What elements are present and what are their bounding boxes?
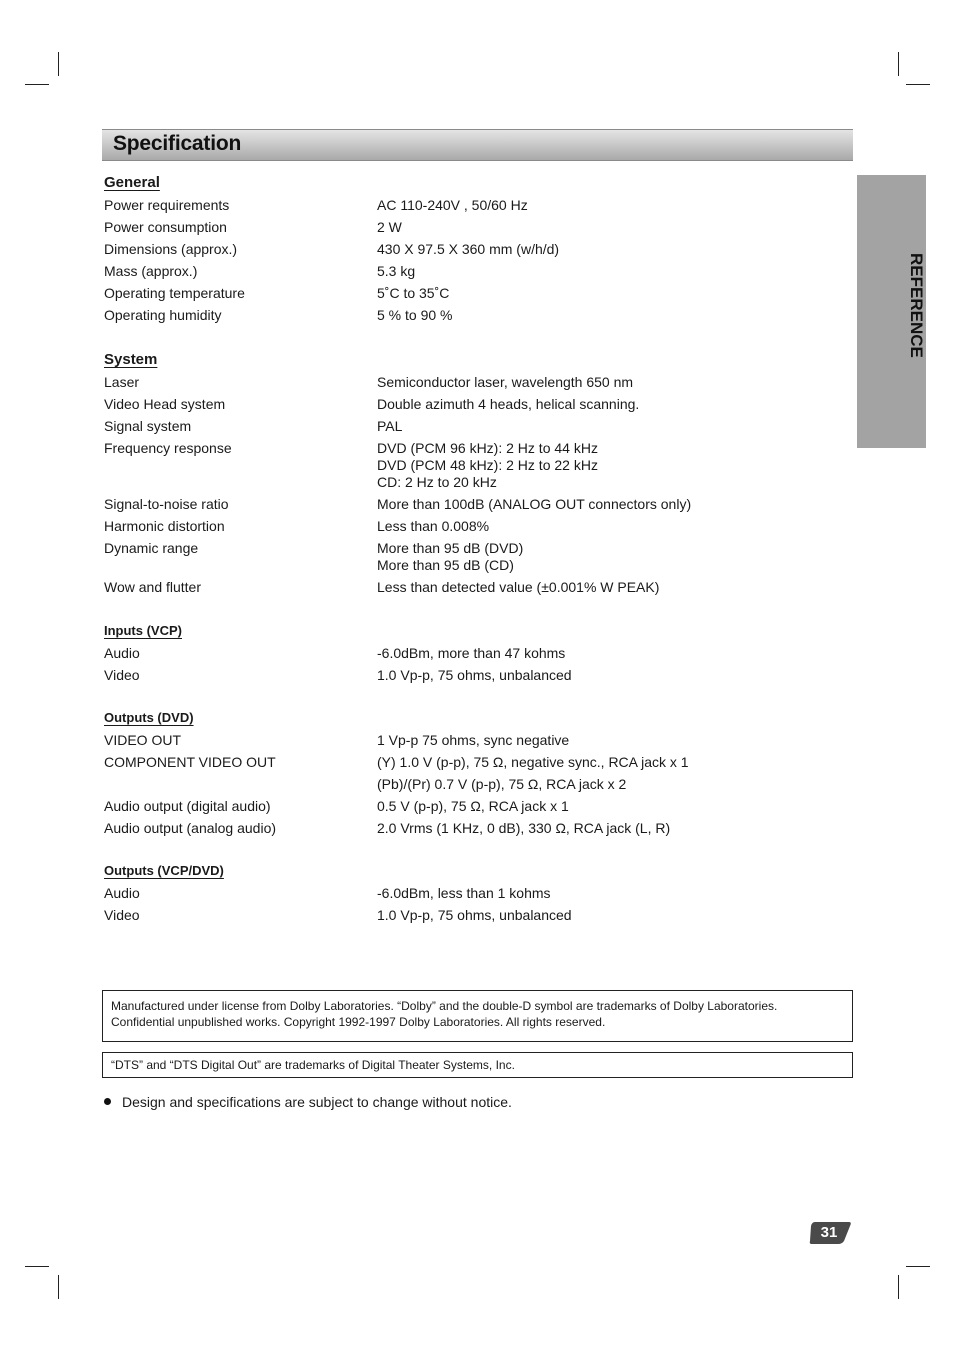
spec-label: Power requirements [104,197,230,213]
spec-value: 5 % to 90 % [377,307,453,323]
section-heading-system: System [104,351,158,368]
spec-label: Power consumption [104,219,227,235]
spec-value: -6.0dBm, less than 1 kohms [377,885,551,901]
crop-mark [58,52,59,76]
spec-label: Signal system [104,418,192,434]
side-tab-label: REFERENCE [907,253,926,358]
title-bar [102,129,853,161]
page-number-badge [809,1221,851,1245]
spec-value: DVD (PCM 48 kHz): 2 Hz to 22 kHz [377,457,598,473]
spec-value: CD: 2 Hz to 20 kHz [377,474,497,490]
spec-value: (Pb)/(Pr) 0.7 V (p-p), 75 Ω, RCA jack x 2 [377,776,627,792]
spec-value: 1 Vp-p 75 ohms, sync negative [377,732,570,748]
page-number: 31 [820,1224,838,1241]
spec-value: More than 95 dB (DVD) [377,540,524,556]
section-heading-general: General [104,174,160,191]
spec-value: 2.0 Vrms (1 KHz, 0 dB), 330 Ω, RCA jack (L, R) [377,820,671,836]
spec-label: Signal-to-noise ratio [104,496,229,512]
section-heading-inputs-vcp: Inputs (VCP) [104,623,182,638]
spec-label: Audio output (analog audio) [104,820,277,836]
spec-label: Video Head system [104,396,226,412]
spec-label: VIDEO OUT [104,732,182,748]
spec-label: Laser [104,374,140,390]
side-tab [857,175,926,448]
spec-label: Dimensions (approx.) [104,241,238,257]
spec-label: Mass (approx.) [104,263,198,279]
spec-value: 5˚C to 35˚C [377,285,450,301]
footnote-text: Design and specifications are subject to change without notice. [122,1094,512,1110]
spec-value: 1.0 Vp-p, 75 ohms, unbalanced [377,907,572,923]
spec-value: (Y) 1.0 V (p-p), 75 Ω, negative sync., RCA jack x 1 [377,754,689,770]
page-title: Specification [113,132,242,155]
footnote [104,1094,512,1110]
spec-value: Less than detected value (±0.001% W PEAK) [377,579,660,595]
spec-value: Double azimuth 4 heads, helical scanning. [377,396,640,412]
crop-mark [906,84,930,85]
crop-mark [25,1266,49,1267]
spec-value: 0.5 V (p-p), 75 Ω, RCA jack x 1 [377,798,569,814]
spec-value: DVD (PCM 96 kHz): 2 Hz to 44 kHz [377,440,598,456]
dts-notice [102,1052,853,1078]
spec-label: COMPONENT VIDEO OUT [104,754,276,770]
spec-label: Audio [104,885,140,901]
spec-value: More than 95 dB (CD) [377,557,514,573]
crop-mark [898,1275,899,1299]
crop-mark [58,1275,59,1299]
spec-label: Operating temperature [104,285,245,301]
crop-mark [906,1266,930,1267]
bullet-icon [104,1098,111,1105]
spec-label: Dynamic range [104,540,199,556]
spec-value: 1.0 Vp-p, 75 ohms, unbalanced [377,667,572,683]
spec-label: Audio [104,645,140,661]
dolby-notice [102,990,853,1042]
section-heading-outputs-dvd: Outputs (DVD) [104,710,194,725]
spec-label: Video [104,907,140,923]
spec-value: AC 110-240V , 50/60 Hz [377,197,528,213]
spec-value: -6.0dBm, more than 47 kohms [377,645,566,661]
dts-notice-text: “DTS” and “DTS Digital Out” are trademarks of Digital Theater Systems, Inc. [111,1058,515,1072]
spec-label: Audio output (digital audio) [104,798,271,814]
crop-mark [898,52,899,76]
spec-value: 5.3 kg [377,263,416,279]
dolby-notice-line: Manufactured under license from Dolby Laboratories. “Dolby” and the double-D symbol are trademarks of Dolby Laboratories. [111,999,778,1013]
spec-label: Operating humidity [104,307,222,323]
section-heading-outputs-vcp-dvd: Outputs (VCP/DVD) [104,863,224,878]
spec-label: Video [104,667,140,683]
spec-value: 430 X 97.5 X 360 mm (w/h/d) [377,241,560,257]
dolby-notice-line: Confidential unpublished works. Copyright 1992-1997 Dolby Laboratories. All rights reserved. [111,1015,606,1029]
crop-mark [25,84,49,85]
spec-value: PAL [377,418,403,434]
spec-value: 2 W [377,219,402,235]
spec-value: Semiconductor laser, wavelength 650 nm [377,374,634,390]
spec-label: Wow and flutter [104,579,202,595]
spec-value: More than 100dB (ANALOG OUT connectors only) [377,496,692,512]
spec-label: Frequency response [104,440,232,456]
spec-value: Less than 0.008% [377,518,490,534]
spec-label: Harmonic distortion [104,518,225,534]
